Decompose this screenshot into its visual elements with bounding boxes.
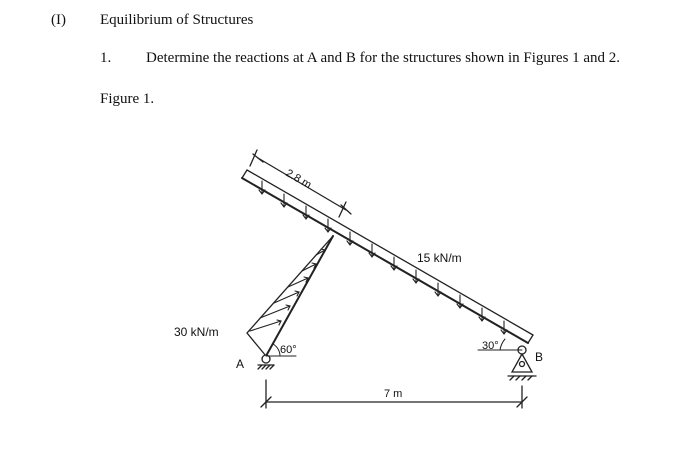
beam-load-arrows — [259, 181, 507, 334]
beam-load-label: 15 kN/m — [417, 251, 462, 265]
top-dimension-label: 2.8 m — [283, 167, 314, 192]
figure-caption: Figure 1. — [100, 91, 155, 107]
support-a-label: A — [236, 357, 245, 371]
beam-load-envelope — [247, 170, 533, 335]
support-b — [508, 346, 536, 380]
angle-a-label: 60° — [280, 344, 297, 356]
section-number: (I) — [51, 12, 66, 28]
question-number: 1. — [100, 50, 112, 66]
strut-load-label: 30 kN/m — [174, 325, 219, 339]
angle-b-label: 30° — [482, 340, 499, 352]
span-label: 7 m — [384, 388, 403, 400]
inclined-beam — [242, 178, 528, 343]
section-title: Equilibrium of Structures — [100, 12, 254, 28]
support-a — [258, 355, 274, 369]
support-b-label: B — [535, 350, 544, 364]
question-text: Determine the reactions at A and B for the structures shown in Figures 1 and 2. — [146, 50, 621, 66]
